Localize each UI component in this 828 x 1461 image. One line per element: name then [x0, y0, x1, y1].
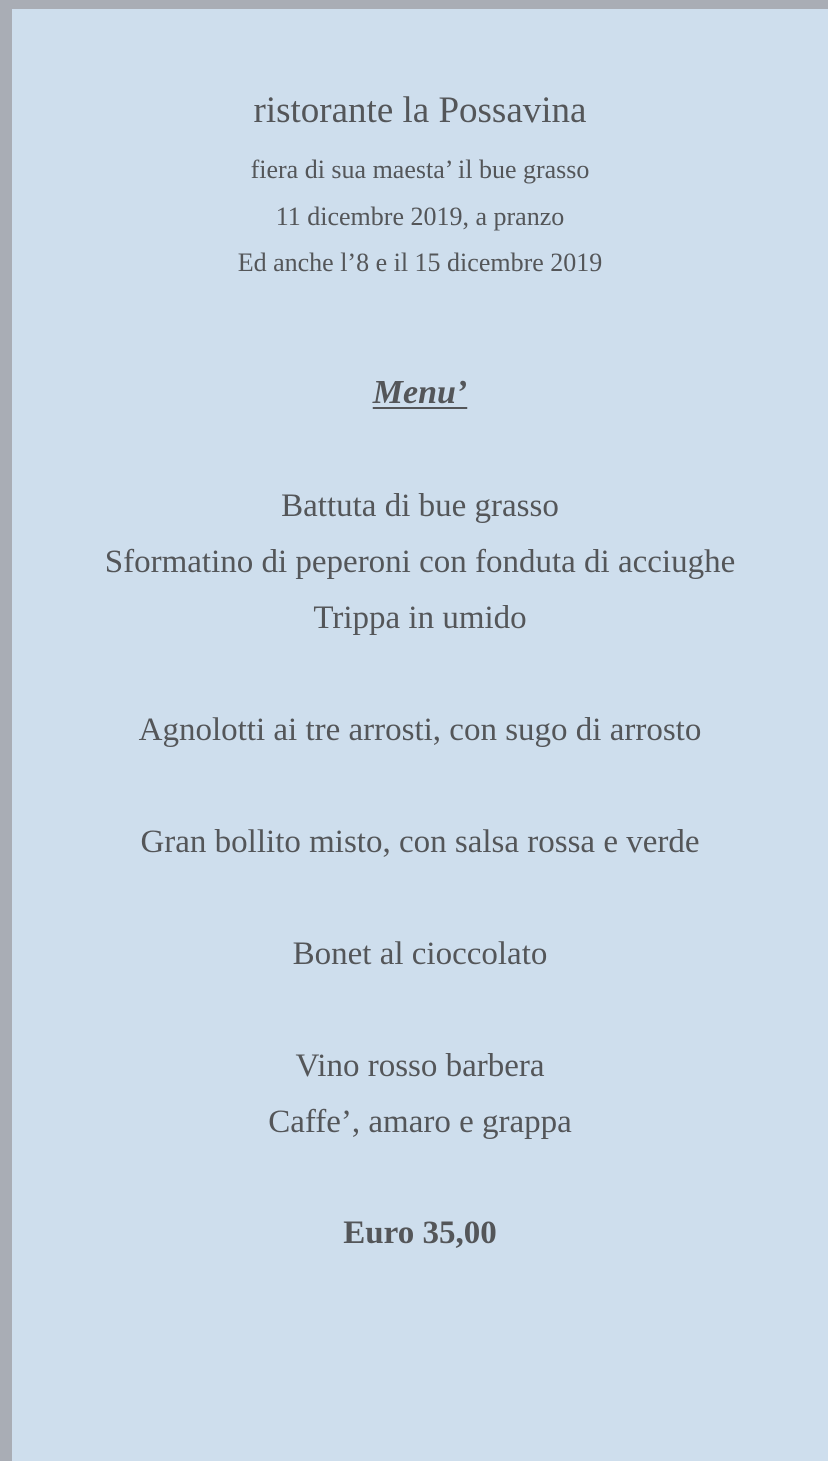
menu-item: Gran bollito misto, con salsa rossa e verde	[140, 824, 700, 860]
menu-heading: Menu’	[372, 374, 468, 411]
menu-item: Battuta di bue grasso	[281, 488, 559, 524]
menu-item: Caffe’, amaro e grappa	[268, 1104, 572, 1140]
menu-item: Trippa in umido	[313, 600, 527, 636]
menu-item: Vino rosso barbera	[295, 1048, 545, 1084]
restaurant-name: ristorante la Possavina	[253, 90, 587, 131]
menu-item: Agnolotti ai tre arrosti, con sugo di arrosto	[138, 712, 702, 748]
event-date: 11 dicembre 2019, a pranzo	[275, 202, 565, 231]
event-extra-dates: Ed anche l’8 e il 15 dicembre 2019	[237, 248, 603, 277]
menu-price: Euro 35,00	[343, 1215, 497, 1251]
menu-item: Bonet al cioccolato	[292, 936, 548, 972]
event-subtitle: fiera di sua maesta’ il bue grasso	[250, 155, 590, 184]
menu-page	[12, 9, 828, 1461]
menu-item: Sformatino di peperoni con fonduta di acciughe	[104, 544, 736, 580]
